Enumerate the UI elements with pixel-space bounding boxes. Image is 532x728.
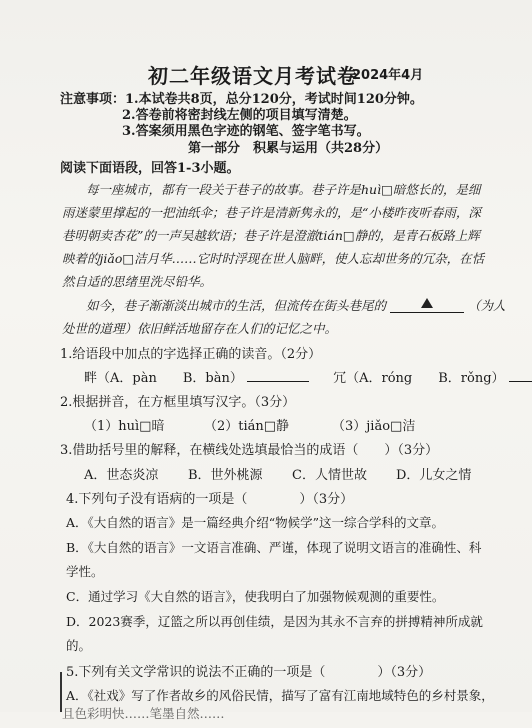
q1-blank-1[interactable] bbox=[247, 369, 309, 382]
q4-option-c[interactable]: C．通过学习《大自然的语言》，使我明白了加强物候观测的重要性。 bbox=[66, 589, 445, 604]
q2-items bbox=[84, 415, 415, 434]
q4-option-d-cont: 的。 bbox=[66, 638, 92, 653]
q4-option-b[interactable]: B．《大自然的语言》一文语言准确、严谨，体现了说明文语言的准确性、科 bbox=[66, 540, 482, 555]
passage-line-4: 映着的jiǎo□洁月华……它时时浮现在世人脑畔，使人忘却世务的冗杂，在恬 bbox=[62, 251, 485, 266]
triangle-marker-icon bbox=[421, 298, 433, 308]
q1-stem: 1.给语段中加点的字选择正确的读音。（2分） bbox=[60, 347, 322, 362]
q5-option-a[interactable]: A．《社戏》写了作者故乡的风俗民情，描写了富有江南地域特色的乡村景象， bbox=[66, 688, 494, 703]
q4-option-a[interactable]: A．《大自然的语言》是一篇经典介绍“物候学”这一综合学科的文章。 bbox=[66, 515, 445, 530]
q3-options bbox=[84, 464, 471, 483]
q2-item-1: （1）huì□暗 bbox=[84, 419, 165, 434]
section-heading: 第一部分 积累与运用（共28分） bbox=[188, 141, 389, 156]
q5-stem: 5.下列有关文学常识的说法不正确的一项是（ ）（3分） bbox=[66, 665, 432, 680]
q1-word1: 畔（A．pàn B．bàn） bbox=[84, 371, 243, 386]
notes-label: 注意事项： bbox=[60, 92, 126, 107]
para2-text-b: （为人 bbox=[468, 298, 506, 313]
q1-word2: 冗（A．róng B．rǒng） bbox=[333, 371, 505, 386]
passage-line-2: 雨迷蒙里撑起的一把油纸伞；巷子许是清新隽永的，是“小楼昨夜听春雨，深 bbox=[62, 205, 481, 220]
q4-option-d[interactable]: D．2023赛季，辽篮之所以再创佳绩，是因为其永不言弃的拼搏精神所成就 bbox=[66, 614, 483, 629]
notes-item-3: 3.答案须用黑色字迹的钢笔、签字笔书写。 bbox=[122, 124, 370, 139]
notes-item-1: 1.本试卷共8页，总分120分，考试时间120分钟。 bbox=[125, 92, 423, 107]
passage-line-5: 然自适的思绪里洗尽铅华。 bbox=[62, 274, 213, 289]
passage-line-3: 巷明朝卖杏花”的一声吴越软语；巷子许是澄澈tián□静的，是青石板路上辉 bbox=[62, 228, 480, 243]
reading-intro: 阅读下面语段，回答1-3小题。 bbox=[60, 161, 240, 176]
q1-options bbox=[84, 367, 532, 386]
q3-option-d[interactable]: D．儿女之情 bbox=[396, 468, 472, 483]
q2-item-3: （3）jiǎo□洁 bbox=[332, 419, 416, 434]
notes-item-2: 2.答卷前将密封线左侧的项目填写清楚。 bbox=[122, 108, 357, 123]
para2-text-a: 如今，巷子渐渐淡出城市的生活，但流传在街头巷尾的 bbox=[86, 298, 387, 313]
binding-edge-mark bbox=[60, 672, 62, 712]
q2-item-2: （2）tián□静 bbox=[204, 419, 290, 434]
q4-option-b-cont: 学性。 bbox=[66, 564, 104, 579]
q3-option-c[interactable]: C．人情世故 bbox=[292, 468, 367, 483]
q4-stem: 4.下列句子没有语病的一项是（ ）（3分） bbox=[66, 492, 354, 507]
passage-para2-line-2: 处世的道理）依旧鲜活地留存在人们的记忆之中。 bbox=[62, 321, 338, 336]
answer-blank-triangle[interactable] bbox=[390, 298, 464, 313]
exam-title: 初二年级语文月考试卷 bbox=[148, 64, 358, 88]
exam-date: 2024年4月 bbox=[352, 68, 424, 83]
q3-option-b[interactable]: B．世外桃源 bbox=[188, 468, 263, 483]
q3-option-a[interactable]: A．世态炎凉 bbox=[84, 468, 159, 483]
q2-stem: 2.根据拼音，在方框里填写汉字。（3分） bbox=[60, 395, 296, 410]
q1-blank-2[interactable] bbox=[509, 369, 532, 382]
passage-line-1: 每一座城市，都有一段关于巷子的故事。巷子许是huì□暗悠长的，是细 bbox=[86, 182, 481, 197]
passage-para2-line-1 bbox=[86, 296, 506, 314]
q3-stem: 3.借助括号里的解释，在横线处选填最恰当的成语（ ）（3分） bbox=[60, 443, 439, 458]
q5-cut-off-line bbox=[62, 704, 532, 728]
q5-cut-text: 且色彩明快……笔墨自然…… bbox=[62, 706, 225, 721]
